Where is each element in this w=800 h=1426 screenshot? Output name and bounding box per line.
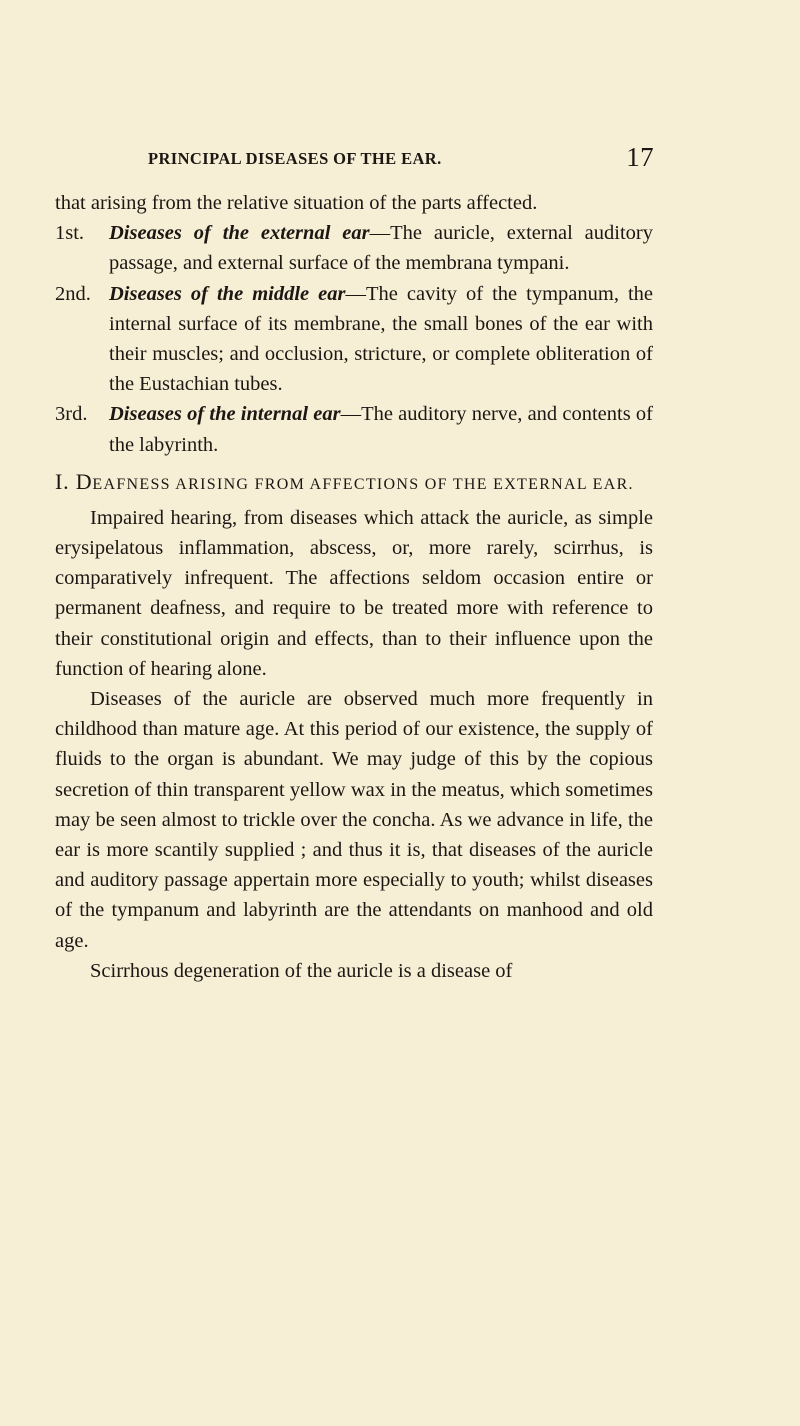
body-paragraph: Impaired hearing, from diseases which attack the auricle, as simple erysipelatous inflammation, abscess, or, more rarely, scirrhus, is comparatively infrequent. The affections seldom occasion entire or permanent deafness, and require to be treated more with reference to their constitutional origin and effects, than to their influence upon the function of hearing alone.: [55, 506, 653, 680]
division-item: [55, 279, 653, 400]
body-paragraph: Diseases of the auricle are observed much more frequently in childhood than mature age. At this period of our existence, the supply of fluids to the organ is abundant. We may judge of this by the copious secretion of thin transparent yellow wax in the meatus, which sometimes may be seen almost to trickle over the concha. As we advance in life, the ear is more scantily supplied ; and thus it is, that diseases of the auricle and auditory passage appertain more especially to youth; whilst diseases of the tympanum and labyrinth are the attendants on manhood and old age.: [55, 688, 653, 952]
page-body: [55, 188, 653, 986]
division-title: Diseases of the middle ear: [109, 282, 346, 305]
body-paragraph: Scirrhous degeneration of the auricle is a disease of: [90, 959, 513, 982]
division-item: [55, 218, 653, 278]
division-text: —The cavity of the tympanum, the internal surface of its membrane, the small bones of the ear with their muscles; and occlusion, stricture, or complete obliteration of the Eustachian tubes.: [109, 282, 653, 396]
division-text: —The auditory nerve, and contents of the labyrinth.: [109, 403, 653, 456]
division-title: Diseases of the internal ear: [109, 403, 341, 426]
division-item: [55, 399, 653, 459]
division-number: 2nd.: [55, 282, 91, 305]
section-numeral: I. D: [55, 468, 93, 494]
intro-paragraph: that arising from the relative situation of the parts affected.: [55, 192, 538, 214]
page-number: 17: [626, 142, 654, 172]
division-title: Diseases of the external ear: [109, 222, 370, 245]
section-heading-text: EAFNESS ARISING FROM AFFECTIONS OF THE EXTERNAL EAR.: [92, 475, 634, 493]
division-number: 3rd.: [55, 403, 88, 426]
division-text: —The auricle, external auditory passage, and external surface of the membrana tympani.: [109, 222, 653, 275]
header-title: PRINCIPAL DISEASES OF THE EAR.: [148, 149, 442, 168]
section-heading: [55, 467, 653, 499]
division-number: 1st.: [55, 222, 85, 245]
